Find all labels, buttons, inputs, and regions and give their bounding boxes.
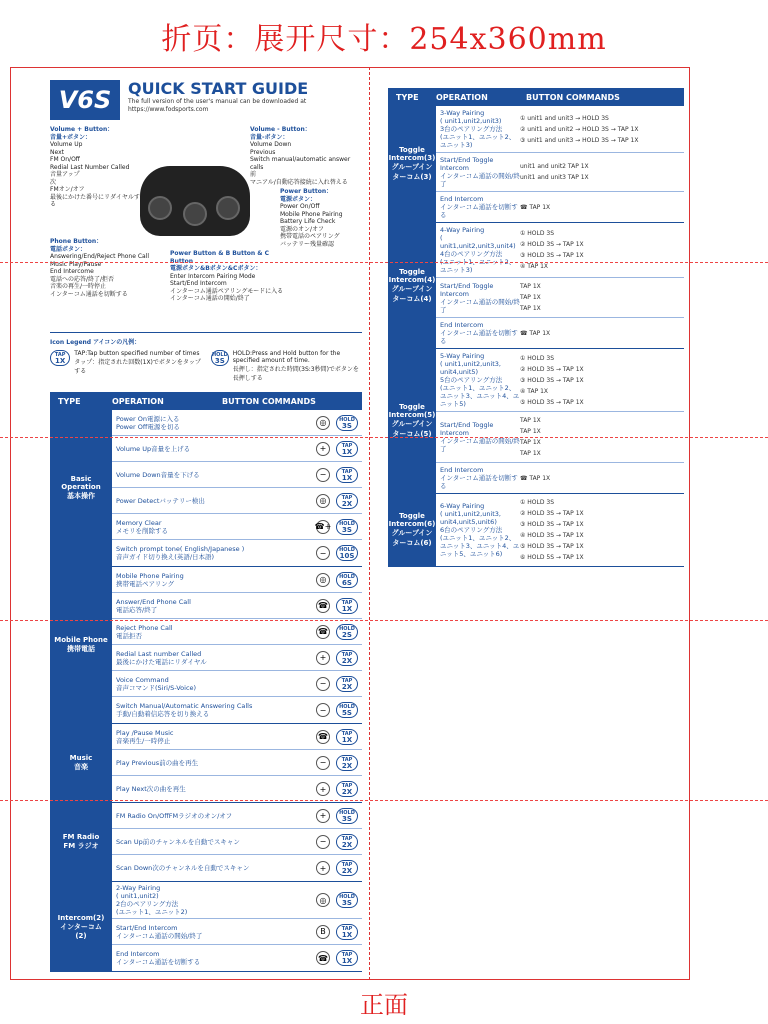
operation-text: Memory Clear メモリを削除する [116,518,168,535]
table-row [436,318,684,348]
group-type-label: FM Radio FM ラジオ [50,803,112,881]
badge-value: 2X [341,867,353,875]
button-icon: ◎ [316,416,330,430]
badge-kind: TAP [341,730,353,737]
operation-text: Redial Last number Called 最後にかけた電話にリダイヤル [116,649,207,666]
command-steps: ① unit1 and unit3 → HOLD 3S ② unit1 and unit2 → HOLD 3S → TAP 1X ③ unit1 and unit3 → HOLD 3S → TAP 1X [520,114,639,144]
badge-value: 2X [341,761,353,770]
legend-tap: TAP 1X TAP:Tap button specified number of times タップ：指定された回数(1X)でボタンをタップする [50,350,201,382]
operation-text: Mobile Phone Pairing 携帯電話ペアリング [116,571,184,588]
group-type-label: Music 音楽 [50,724,112,802]
operation-text: Start/End Intercom インターコム通話の開始/終了 [116,923,203,940]
table-row [436,349,684,412]
badge-value: 2S [342,630,352,639]
operation-text: Play Next次の曲を再生 [116,785,186,793]
command-group [388,106,684,223]
badge-kind: TAP [341,599,353,606]
group-type-label: Intercom(2) インターコム (2) [50,882,112,971]
table-row [112,488,362,514]
table-row [112,514,362,540]
table-row [112,410,362,436]
command-group [388,223,684,349]
badge-kind: HOLD [339,547,355,553]
command-badge [336,624,358,640]
operation-text: End Intercom インターコム通話を切断する [440,321,518,345]
command-steps: ☎ TAP 1X [520,474,551,482]
badge-kind: HOLD [339,520,355,527]
command-steps: ☎ TAP 1X [520,329,551,337]
button-icon: + [316,651,330,665]
button-icon: ◎ [316,573,330,587]
badge-value: 2X [341,682,353,691]
command-steps: ① HOLD 3S ② HOLD 3S → TAP 1X ③ HOLD 3S → TAP 1X ④ TAP 1X [520,230,584,270]
command-badge [336,650,358,666]
table-row [112,803,362,829]
command-steps: TAP 1X TAP 1X TAP 1X [520,283,541,312]
operation-text: 5-Way Pairing ( unit1,unit2,unit3, unit4,unit5) 5台のペアリング方法 (ユニット1、ユニット2、ユニット3、ユニット4、ユニット5) [440,352,520,408]
pbc-annotation: Power Button & B Button & C Button 電源ボタン&Bボタン&Cボタン： Enter Intercom Pairing Mode Start/End Intercom インターコム通話ペアリングモードに入る インターコム通話の開始/終了 [170,250,284,302]
operation-text: FM Radio On/OffFMラジオのオン/オフ [116,811,233,820]
icon-legend: Icon Legend アイコンの凡例： TAP 1X TAP:Tap button specified number of times タップ：指定された回数(1X)でボタンをタップする HOLD 3S HOLD:Press and Hold button for the specified amount of time. 長押し：指定された時間(3S:3秒間)でボタンを長押しする [50,332,362,382]
badge-kind: TAP [341,756,353,763]
badge-value: 3S [342,525,352,534]
command-group [50,803,362,882]
badge-value: 2X [341,656,353,665]
badge-value: 2X [341,788,353,796]
command-steps: unit1 and unit2 TAP 1X unit1 and unit3 TAP 1X [520,163,589,181]
command-badge [336,834,358,850]
operation-text: Switch prompt tone( English/Japanese ) 音声ガイド切り換え(英語/日本語) [116,545,245,561]
group-type-label: Toggle Intercom(5) グループイン ターコム(5) [388,349,436,493]
button-icon: B [316,925,330,939]
command-steps: ☎ TAP 1X [520,203,551,211]
badge-value: 1X [341,735,353,744]
table-row [436,106,684,153]
command-badge [336,892,358,908]
command-badge [336,924,358,940]
group-type-label: Toggle Intercom(4) グループイン ターコム(4) [388,223,436,348]
operation-text: Power On電源に入る Power Off電源を切る [116,414,180,431]
operation-text: 6-Way Pairing ( unit1,unit2,unit3, unit4,unit5,unit6) 6台のペアリング方法 (ユニット1、ユニット2、ユニット3、ユニット4、ユニット5、ユニット6) [440,502,520,558]
badge-kind: TAP [341,494,353,501]
badge-kind: TAP [341,862,353,868]
badge-kind: TAP [341,925,353,932]
operation-text: Play /Pause Music 音楽再生/一時停止 [116,728,174,745]
button-icon: ☎ [316,599,330,613]
command-steps: ① HOLD 3S ② HOLD 3S → TAP 1X ③ HOLD 3S → TAP 1X ④ HOLD 3S → TAP 1X ⑤ HOLD 3S → TAP 1X ⑥ HOLD 5S → TAP 1X [520,499,584,561]
button-icon: ◎ [316,494,330,508]
button-icon: − [316,677,330,691]
badge-value: 1X [341,604,353,613]
group-rows [436,106,684,222]
badge-kind: TAP [341,835,353,842]
command-badge [336,950,358,966]
operation-text: Scan Down次のチャンネルを自動でスキャン [116,864,250,872]
badge-value: 3S [342,814,352,823]
badge-kind: HOLD [339,809,355,816]
command-badge [336,493,358,509]
command-steps: ① HOLD 3S ② HOLD 3S → TAP 1X ③ HOLD 3S → TAP 1X ④ TAP 1X ⑤ HOLD 3S → TAP 1X [520,354,584,406]
table-row [436,463,684,493]
group-type-label: Toggle Intercom(6) グループイン ターコム(6) [388,494,436,566]
command-badge [336,729,358,745]
command-group [50,724,362,803]
table-row [112,619,362,645]
command-group [50,882,362,972]
power-annotation: Power Button： 電源ボタン： Power On/Off Mobile Phone Pairing Battery Life Check 電源のオン/オフ 携帯電話のペアリング バッテリー残量確認 [280,188,343,248]
button-icon: ☎ [316,951,330,965]
operation-text: Scan Up前のチャンネルを自動でスキャン [116,837,240,846]
group-rows [436,223,684,348]
operation-text: Answer/End Phone Call 電話応答/終了 [116,597,191,614]
group-rows [112,882,362,971]
command-badge [336,781,358,797]
command-badge [336,467,358,483]
page-title: 折页：展开尺寸：254x360mm [161,22,607,57]
device-diagram [50,126,362,326]
group-type-label: Toggle Intercom(3) グループイン ターコム(3) [388,106,436,222]
badge-value: 3S [342,899,352,907]
command-group [50,567,362,724]
button-icon: − [316,468,330,482]
table-row [112,593,362,619]
legend-hold: HOLD 3S HOLD:Press and Hold button for the specified amount of time. 長押し：指定された時間(3S:3秒間)でボタンを長押しする [212,350,359,382]
badge-value: 1X [341,473,353,482]
vol-up-annotation: Volume + Button： 音量+ボタン： Volume Up Next FM On/Off Redial Last Number Called 音量アップ 次 FMオン/オフ 最後にかけた番号にリダイヤルする [50,126,140,208]
device-image [140,166,250,236]
table-row [112,829,362,855]
badge-kind: HOLD [339,416,355,423]
operation-text: Volume Up音量を上げる [116,444,191,453]
operation-text: 2-Way Pairing ( unit1,unit2) 2台のペアリング方法 (ユニット1、ユニット2) [116,884,188,916]
command-badge [336,860,358,876]
badge-kind: TAP [341,783,353,789]
button-icon: + [316,442,330,456]
badge-kind: HOLD [339,894,355,900]
button-icon: − [316,835,330,849]
right-table-header: TYPE OPERATION BUTTON COMMANDS [388,88,684,106]
table-row [436,412,684,463]
command-badge [336,519,358,535]
group-rows [112,410,362,566]
badge-value: 2X [341,840,353,849]
command-badge [336,441,358,457]
table-row [436,153,684,192]
table-row [112,776,362,802]
right-command-table [388,106,684,567]
command-badge [336,755,358,771]
command-badge [336,415,358,431]
button-icon: + [316,861,330,875]
button-icon: − [316,756,330,770]
operation-text: 4-Way Pairing ( unit1,unit2,unit3,unit4) 4台のペアリング方法 (ユニット1、ユニット2、ユニット3) [440,226,516,274]
badge-kind: TAP [341,468,353,475]
table-row [112,436,362,462]
button-icon: − [316,546,330,560]
operation-text: Switch Manual/Automatic Answering Calls 手動/自動着信応答を切り換える [116,702,253,718]
button-icon: − [316,703,330,717]
command-badge [336,702,358,718]
badge-value: 1X [341,930,353,939]
badge-kind: TAP [341,952,353,958]
button-icon: ☎+ [316,520,330,534]
button-icon: ☎ [316,625,330,639]
operation-text: Start/End Toggle Intercom インターコム通話の開始/終了 [440,421,520,453]
power-button-icon [183,202,207,226]
operation-text: End Intercom インターコム通話を切断する [116,950,201,966]
operation-text: Start/End Toggle Intercom インターコム通話の開始/終了 [440,156,520,188]
right-panel [388,88,684,958]
badge-value: 3S [342,421,352,430]
command-group [388,494,684,567]
guide-header [50,80,362,120]
volume-button-icon [216,196,240,220]
operation-text: End Intercom インターコム通話を切断する [440,195,518,219]
badge-kind: HOLD [339,625,355,632]
badge-value: 6S [342,578,352,587]
guide-title: QUICK START GUIDE [128,79,309,98]
badge-value: 10S [339,552,355,560]
button-icon: + [316,809,330,823]
table-row [112,645,362,671]
left-table-header: TYPE OPERATION BUTTON COMMANDS [50,392,362,410]
badge-kind: TAP [341,677,353,684]
command-badge [336,572,358,588]
table-row [112,855,362,881]
group-rows [436,494,684,566]
fold-line [369,67,370,980]
left-panel [50,80,362,975]
operation-text: Voice Command 音声コマンド(Siri/S-Voice) [116,675,197,692]
table-row [436,223,684,278]
badge-kind: HOLD [339,573,355,580]
operation-text: Reject Phone Call 電話拒否 [116,623,173,640]
operation-text: Play Previous前の曲を再生 [116,758,199,767]
badge-kind: TAP [341,651,353,658]
guide-subtitle: The full version of the user's manual can be downloaded at https://www.fodsports.com [128,98,307,113]
table-row [112,724,362,750]
group-rows [112,567,362,723]
command-badge [336,598,358,614]
command-group [388,349,684,494]
table-row [112,919,362,945]
phone-annotation: Phone Button： 電話ボタン： Answering/End/Reject Phone Call Music Play/Pause End Intercome 電話への応答/終了/拒否 音楽の再生/一時停止 インターコム通話を切断する [50,238,150,298]
operation-text: End Intercom インターコム通話を切断する [440,466,518,490]
table-row [436,192,684,222]
command-badge [336,808,358,824]
group-rows [112,724,362,802]
operation-text: Start/End Toggle Intercom インターコム通話の開始/終了 [440,281,520,314]
table-row [112,882,362,919]
group-type-label: Mobile Phone 携帯電話 [50,567,112,723]
table-row [112,945,362,971]
left-command-table [50,410,362,972]
table-row [112,697,362,723]
vol-down-annotation: Volume - Button： 音量-ボタン： Volume Down Previous Switch manual/automatic answer calls 前 マニアル/自動応答接続に入れ替える [250,126,351,186]
table-row [112,567,362,593]
badge-kind: HOLD [339,704,355,710]
table-row [112,462,362,488]
group-rows [112,803,362,881]
badge-kind: TAP [341,442,353,449]
badge-value: 1X [341,447,353,456]
group-type-label: Basic Operation 基本操作 [50,410,112,566]
button-icon: + [316,782,330,796]
badge-value: 2X [341,499,353,508]
badge-value: 1X [341,957,353,965]
group-rows [436,349,684,493]
button-icon: ◎ [316,893,330,907]
command-group [50,410,362,567]
quick-start [128,80,362,114]
command-badge [336,545,358,561]
phone-button-icon [148,196,172,220]
table-row [112,750,362,776]
badge-value: 5S [342,709,352,717]
table-row [112,671,362,697]
brand-logo: V6S [50,80,120,120]
table-row [436,494,684,566]
table-row [436,278,684,318]
table-row [112,540,362,566]
operation-text: Power Detectバッテリー検出 [116,496,205,505]
command-steps: TAP 1X TAP 1X TAP 1X TAP 1X [520,417,541,457]
button-icon: ☎ [316,730,330,744]
operation-text: Volume Down音量を下げる [116,470,200,479]
page-footer: 正面 [360,991,408,1019]
operation-text: 3-Way Pairing ( unit1,unit2,unit3) 3台のペアリング方法 (ユニット1、ユニット2、ユニット3) [440,109,516,149]
command-badge [336,676,358,692]
